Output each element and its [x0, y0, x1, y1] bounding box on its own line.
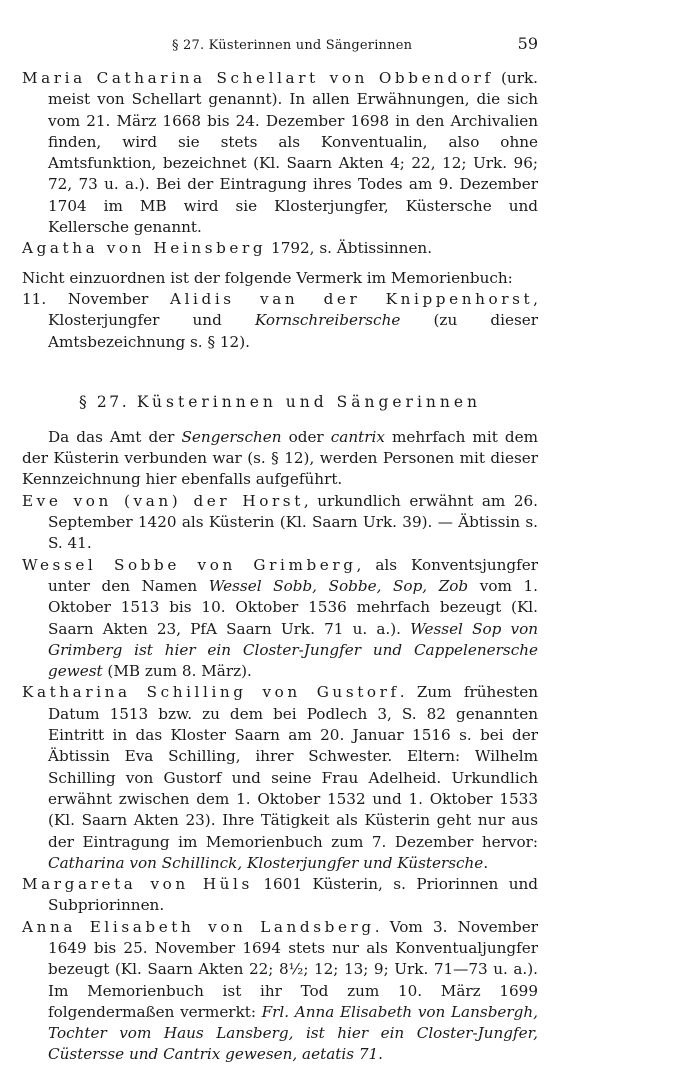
person-name: Katharina Schilling von Gustorf	[22, 683, 400, 702]
page-number: 59	[517, 34, 538, 53]
entry-text: , als Konventsjungfer unter den Namen	[48, 555, 538, 595]
entry-schilling	[22, 682, 538, 874]
intro-italic: Sengerschen	[181, 427, 282, 446]
entry-text: (zu dieser Amtsbezeichnung s. § 12).	[48, 311, 538, 351]
entry-italic: Wessel Sop von Grimberg ist hier ein Closter-Jungfer und Cappelenersche gewest	[48, 619, 538, 681]
entry-text: (MB zum 8. März).	[102, 662, 252, 681]
person-name: Wessel Sobbe von Grimberg	[22, 555, 357, 574]
entry-text: . Zum frühesten Datum 1513 bzw. zu dem bei Podlech 3, S. 82 genannten Eintritt in das Kloster Saarn am 20. Januar 1516 s. bei der Äbtissin Eva Schilling, ihrer Schwester. Eltern: Wilhelm Schilling von Gustorf und seine Frau Adelheid. Urkundlich erwähnt zwischen dem 1. Oktober 1532 und 1. Oktober 1533 (Kl. Saarn Akten 23). Ihre Tätigkeit als Küsterin geht nur aus der Eintragung im Memorienbuch zum 7. Dezember hervor:	[48, 683, 538, 851]
intro-text: oder	[281, 427, 331, 446]
note-intro: Nicht einzuordnen ist der folgende Vermerk im Memorienbuch:	[22, 268, 513, 287]
entry-text: .	[378, 1045, 383, 1064]
entry-text: 1601 Küsterin, s. Priorinnen und Subpriorinnen.	[48, 875, 539, 915]
section-heading	[22, 393, 538, 411]
entry-text: vom 1. Oktober 1513 bis 10. Oktober 1536 mehrfach bezeugt (Kl. Saarn Akten 23, PfA Saarn Urk. 71 u. a.).	[48, 576, 538, 638]
entry-sobbe	[22, 555, 538, 683]
section-intro	[22, 427, 538, 491]
running-title: § 27. Küsterinnen und Sängerinnen	[172, 38, 413, 53]
note-date: 11. November	[22, 289, 171, 308]
running-header	[22, 30, 538, 54]
entry-text: , urkundlich erwähnt am 26. September 1420 als Küsterin (Kl. Saarn Urk. 39). — Äbtissin s. S. 41.	[48, 491, 538, 553]
entry-text: , Klosterjungfer und	[48, 289, 538, 330]
entry-huels	[22, 874, 538, 917]
intro-text: Da das Amt der	[48, 427, 182, 446]
person-name: Alidis van der Knippenhorst	[170, 289, 534, 308]
intro-text: mehrfach mit dem der Küsterin verbunden war (s. § 12), werden Personen mit dieser Kennzeichnung hier ebenfalls aufgeführt.	[22, 427, 538, 489]
person-name: Eve von (van) der Horst	[22, 491, 304, 510]
entry-italic: Kornschreibersche	[254, 311, 401, 330]
entry-horst	[22, 491, 538, 555]
section-title: Küsterinnen und Sängerinnen	[136, 392, 482, 411]
entry-landsberg	[22, 917, 538, 1066]
section-number: § 27.	[78, 392, 137, 411]
entry-italic: Catharina von Schillinck, Klosterjungfer und Küstersche	[48, 853, 484, 872]
entry-knippenhorst	[22, 289, 538, 353]
entry-heinsberg	[22, 238, 538, 259]
entry-text: .	[483, 853, 489, 872]
entry-italic: Frl. Anna Elisabeth von Lansbergh, Tochter vom Haus Lansberg, ist hier ein Closter-Jungfer, Cüstersse und Cantrix gewesen, aetatis 71	[48, 1002, 538, 1064]
entry-schellart	[22, 68, 538, 238]
entry-text: 1792, s. Äbtissinnen.	[266, 239, 433, 258]
entry-text: . Vom 3. November 1649 bis 25. November 1694 stets nur als Konventualjungfer bezeugt (Kl. Saarn Akten 22; 8½; 12; 13; 9; Urk. 71—73 u. a.). Im Memorienbuch ist ihr Tod zum 10. März 1699 folgendermaßen vermerkt:	[48, 917, 539, 1021]
person-name: Agatha von Heinsberg	[22, 239, 267, 258]
person-name: Margareta von Hüls	[22, 875, 253, 894]
person-name: Maria Catharina Schellart von Obbendorf	[22, 69, 494, 87]
book-page	[22, 30, 538, 1066]
entry-text: (urk. meist von Schellart genannt). In allen Erwähnungen, die sich vom 21. März 1668 bis 24. Dezember 1698 in den Archivalien finden, wird sie stets als Konventualin, also ohne Amtsfunktion, bezeichnet (Kl. Saarn Akten 4; 22, 12; Urk. 96; 72, 73 u. a.). Bei der Eintragung ihres Todes am 9. Dezember 1704 im MB wird sie Klosterjungfer, Küstersche und Kellersche genannt.	[48, 69, 538, 237]
person-name: Anna Elisabeth von Landsberg	[22, 917, 375, 936]
entry-italic: Wessel Sobb, Sobbe, Sop, Zob	[208, 576, 469, 595]
intro-italic: cantrix	[330, 427, 385, 446]
